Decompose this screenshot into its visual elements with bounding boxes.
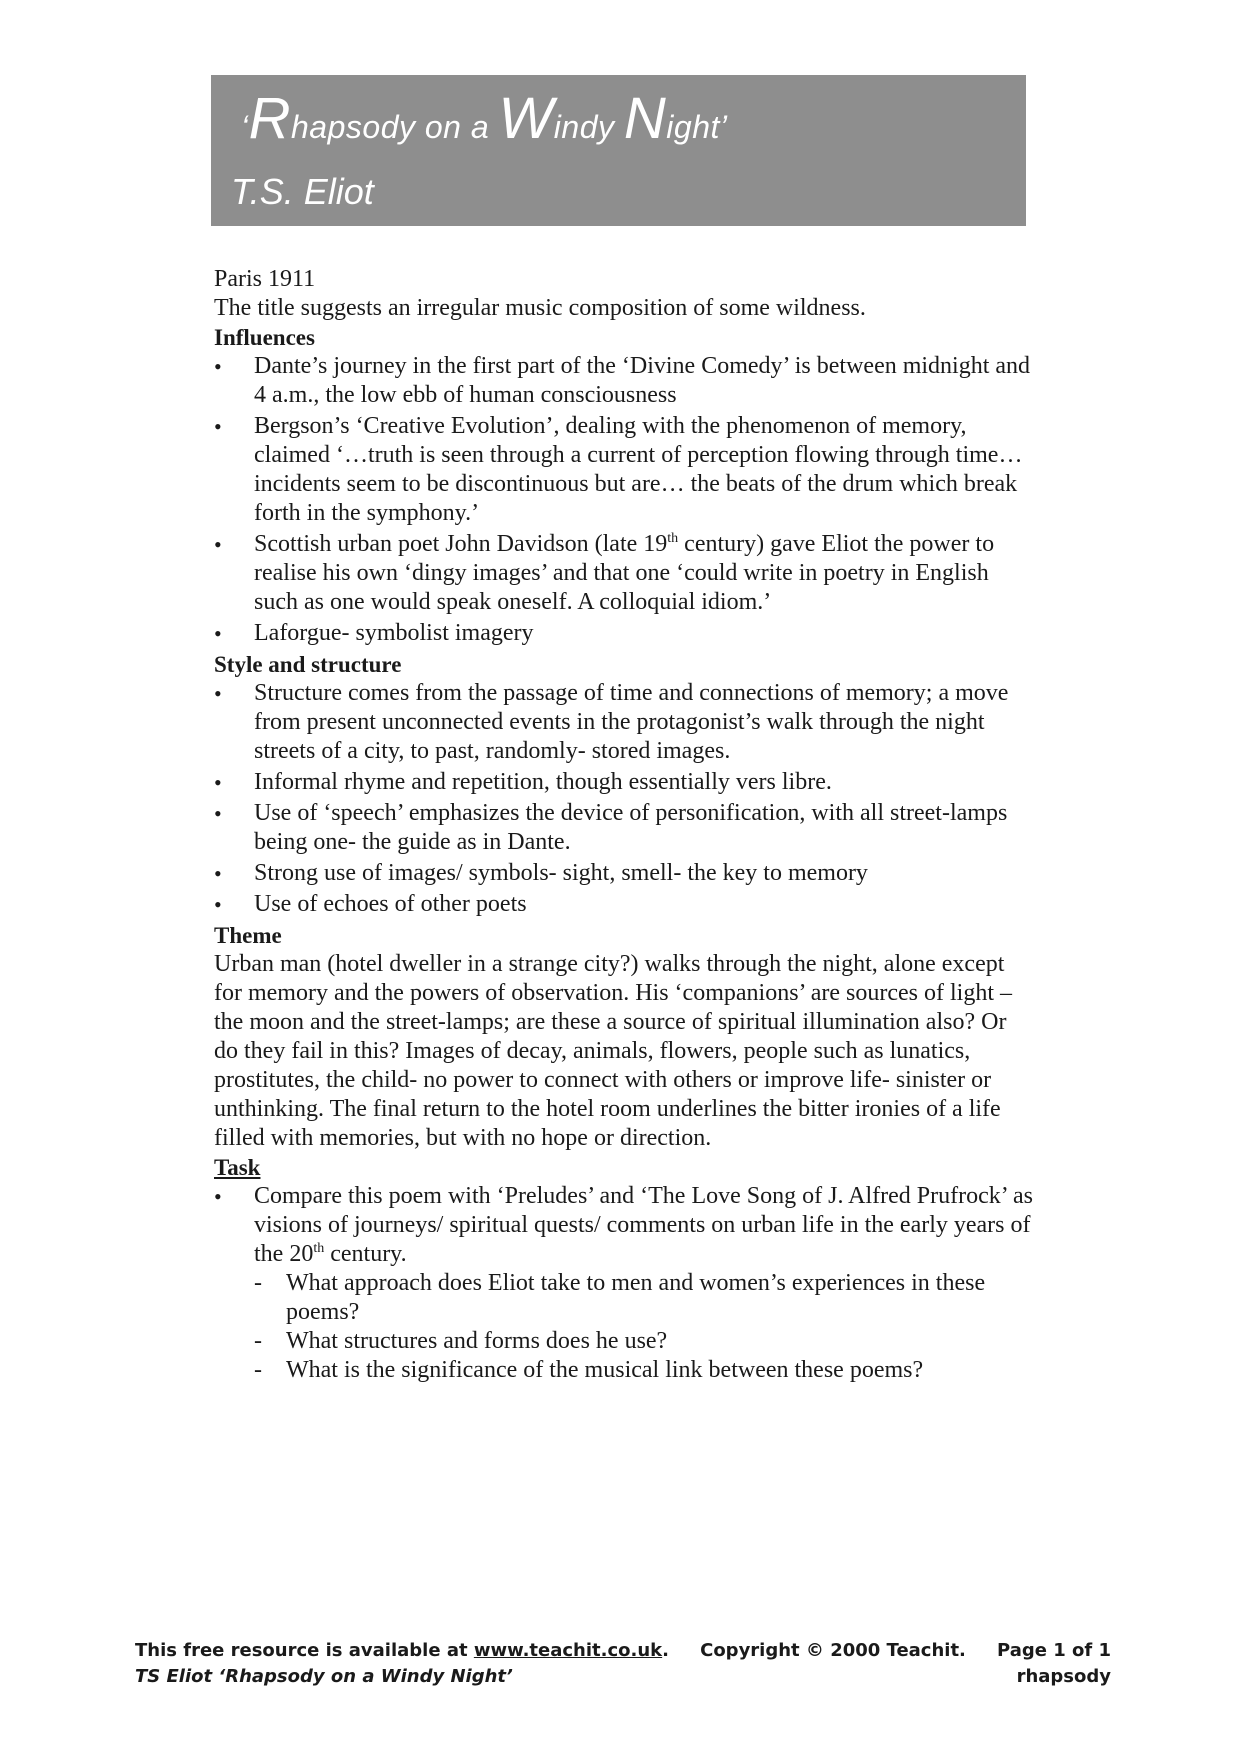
- footer-doc-title: TS Eliot ‘Rhapsody on a Windy Night’: [135, 1666, 513, 1687]
- footer-free-text: This free resource is available at: [135, 1640, 474, 1661]
- influences-list: [214, 352, 1034, 648]
- page-footer: [135, 1638, 1111, 1690]
- footer-period: .: [662, 1640, 669, 1661]
- page-number: Page 1 of 1: [997, 1640, 1111, 1661]
- list-item: • Dante’s journey in the first part of the ‘Divine Comedy’ is between midnight and 4 a.m., the low ebb of human consciousness: [214, 352, 1034, 410]
- footer-row-2: [135, 1664, 1111, 1690]
- footer-row-1: [135, 1638, 1111, 1664]
- theme-paragraph: Urban man (hotel dweller in a strange city?) walks through the night, alone except for memory and the powers of observation. His ‘companions’ are sources of light – the moon and the street-lamps; are these a source of spiritual illumination also? Or do they fail in this? Images of decay, animals, flowers, people such as lunatics, prostitutes, the child- no power to connect with others or improve life- sinister or unthinking. The final return to the hotel room underlines the bitter ironies of a life filled with memories, but with no hope or direction.: [214, 951, 1013, 1151]
- question-item: - What is the significance of the musical link between these poems?: [254, 1356, 1034, 1385]
- question-item: - What structures and forms does he use?: [254, 1327, 1034, 1356]
- list-item: • Use of ‘speech’ emphasizes the device of personification, with all street-lamps being one- the guide as in Dante.: [214, 799, 1034, 857]
- title-word-windy: indy: [553, 109, 615, 145]
- title-cap-n: N: [623, 86, 667, 151]
- question-item: - What approach does Eliot take to men and women’s experiences in these poems?: [254, 1269, 1034, 1327]
- teachit-link[interactable]: www.teachit.co.uk: [473, 1640, 663, 1661]
- list-item: [214, 1182, 1034, 1385]
- superscript: th: [313, 1241, 325, 1256]
- poem-title: [241, 85, 727, 152]
- title-cap-r: R: [248, 86, 291, 151]
- title-open-quote: ‘: [241, 109, 249, 145]
- task-list: [214, 1182, 1034, 1385]
- list-item: • Use of echoes of other poets: [214, 890, 1034, 919]
- title-cap-w: W: [498, 86, 554, 151]
- footer-availability: [135, 1638, 669, 1664]
- davidson-text-start: Scottish urban poet John Davidson (late 19: [254, 531, 668, 557]
- title-banner: [211, 75, 1026, 226]
- title-note: The title suggests an irregular music composition of some wildness.: [214, 295, 866, 321]
- list-item: [214, 530, 1034, 617]
- poem-author: T.S. Eliot: [231, 171, 374, 212]
- superscript: th: [667, 531, 679, 546]
- list-item: • Strong use of images/ symbols- sight, smell- the key to memory: [214, 859, 1034, 888]
- style-list: [214, 679, 1034, 919]
- footer-copyright: Copyright © 2000 Teachit.: [700, 1640, 966, 1661]
- davidson-text-end: century) gave Eliot the power to realise his own ‘dingy images’ and that one ‘could write in poetry in English such as one would speak oneself. A colloquial idiom.’: [254, 531, 995, 615]
- task-text-start: Compare this poem with ‘Preludes’ and ‘The Love Song of J. Alfred Prufrock’ as visions of journeys/ spiritual quests/ comments on urban life in the early years of the 20: [254, 1183, 1033, 1267]
- task-questions: [254, 1269, 1034, 1385]
- theme-heading: Theme: [214, 923, 282, 948]
- footer-doc-code: rhapsody: [1016, 1666, 1111, 1687]
- list-item: • Laforgue- symbolist imagery: [214, 619, 1034, 648]
- title-word-night: ight’: [666, 109, 728, 145]
- list-item: • Bergson’s ‘Creative Evolution’, dealing with the phenomenon of memory, claimed ‘…truth is seen through a current of perception flowing through time… incidents seem to be discontinuous but are… the beats of the drum which break forth in the symphony.’: [214, 412, 1034, 528]
- list-item: • Structure comes from the passage of time and connections of memory; a move from present unconnected events in the protagonist’s walk through the night streets of a city, to past, randomly- stored images.: [214, 679, 1034, 766]
- task-text-end: century.: [324, 1241, 407, 1267]
- place-date: Paris 1911: [214, 266, 316, 292]
- task-heading: Task: [214, 1155, 261, 1180]
- style-heading: Style and structure: [214, 652, 402, 677]
- title-word-rhapsody-on-a: hapsody on a: [291, 109, 490, 145]
- document-body: [214, 265, 1034, 1387]
- list-item: • Informal rhyme and repetition, though essentially vers libre.: [214, 768, 1034, 797]
- influences-heading: Influences: [214, 325, 315, 350]
